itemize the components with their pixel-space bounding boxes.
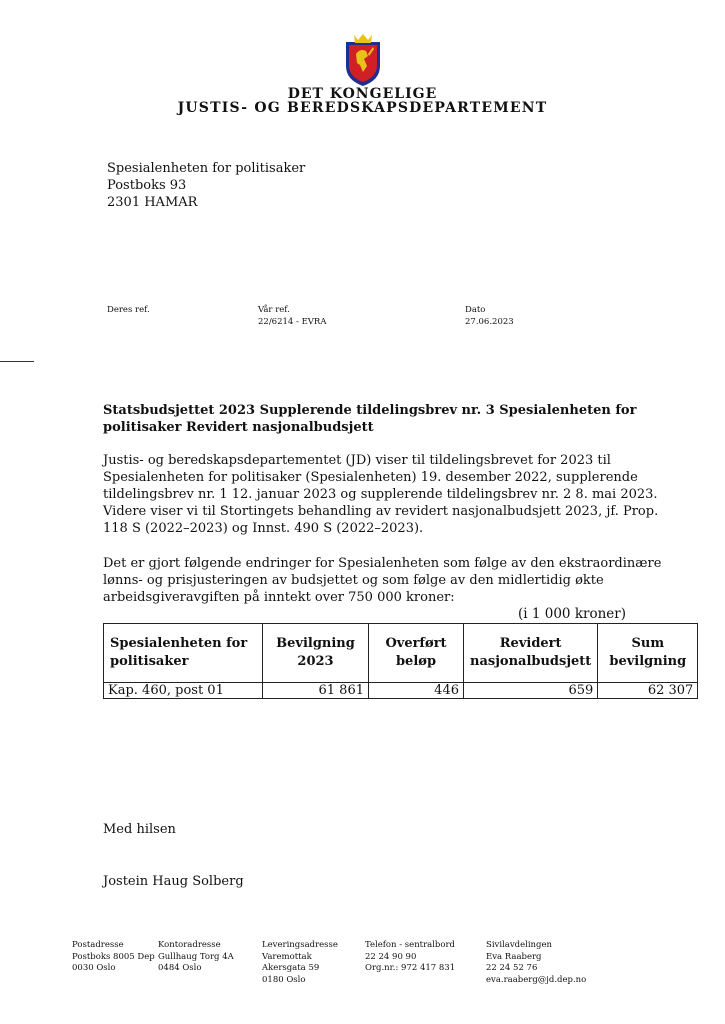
footer-line: Akersgata 59: [262, 963, 320, 973]
recipient-address: [107, 160, 305, 211]
body-paragraph-2: Det er gjort følgende endringer for Spesialenheten som følge av den ekstraordinære lønns- og prisjusteringen av budsjettet og som følge av den midlertidig økte arbeidsgiveravgiften på inntekt over 750 000 kroner:: [103, 556, 662, 605]
recipient-city: 2301 HAMAR: [107, 195, 198, 210]
footer-label: Postadresse: [72, 940, 124, 950]
table-cell: 446: [369, 683, 464, 699]
table-header: Revidert nasjonalbudsjett: [464, 624, 598, 683]
table-header: Bevilgning 2023: [263, 624, 369, 683]
footer-line: 0484 Oslo: [158, 963, 202, 973]
footer-line: 22 24 52 76: [486, 963, 538, 973]
footer-department-contact: [486, 940, 586, 986]
footer-line: Org.nr.: 972 417 831: [365, 963, 456, 973]
table-row: [104, 683, 698, 699]
table-header: Sum bevilgning: [598, 624, 698, 683]
footer-postal-address: [72, 940, 155, 975]
footer-label: Sivilavdelingen: [486, 940, 552, 950]
recipient-postbox: Postboks 93: [107, 178, 187, 193]
table-header: Spesialenheten for politisaker: [104, 624, 263, 683]
footer-office-address: [158, 940, 234, 975]
fold-mark-rule: [0, 361, 34, 362]
footer-line: Postboks 8005 Dep: [72, 951, 155, 962]
table-cell: Kap. 460, post 01: [104, 683, 263, 699]
table-header-row: [104, 624, 698, 683]
table-cell: 62 307: [598, 683, 698, 699]
footer-delivery-address: [262, 940, 338, 986]
footer-email: eva.raaberg@jd.dep.no: [486, 974, 587, 985]
letter-subject: Statsbudsjettet 2023 Supplerende tildelingsbrev nr. 3 Spesialenheten for politisaker Revidert nasjonalbudsjett: [103, 403, 637, 435]
footer-line: 0180 Oslo: [262, 974, 306, 985]
reference-label: Dato: [465, 305, 486, 315]
footer-label: Telefon - sentralbord: [365, 940, 455, 950]
footer-phone: [365, 940, 455, 975]
reference-label: Deres ref.: [107, 305, 150, 315]
footer-line: 22 24 90 90: [365, 951, 417, 962]
footer-label: Leveringsadresse: [262, 940, 338, 950]
unit-note: (i 1 000 kroner): [518, 606, 626, 622]
reference-value: 27.06.2023: [465, 317, 514, 327]
reference-date: [465, 304, 514, 328]
closing-greeting: Med hilsen: [103, 822, 176, 837]
footer-line: 0030 Oslo: [72, 963, 116, 973]
footer-line: Varemottak: [262, 951, 312, 962]
footer-label: Kontoradresse: [158, 940, 221, 950]
reference-theirs: [107, 304, 150, 316]
reference-ours: [258, 304, 326, 328]
footer-line: Gullhaug Torg 4A: [158, 951, 234, 962]
letterhead-line-1: DET KONGELIGE: [287, 86, 438, 102]
table-header: Overført beløp: [369, 624, 464, 683]
reference-value: 22/6214 - EVRA: [258, 317, 327, 327]
table-cell: 659: [464, 683, 598, 699]
table-cell: 61 861: [263, 683, 369, 699]
budget-table: [103, 623, 698, 699]
signatory-name: Jostein Haug Solberg: [103, 874, 244, 889]
coat-of-arms-logo: [340, 32, 386, 88]
letterhead-line-2: JUSTIS- OG BEREDSKAPSDEPARTEMENT: [177, 100, 548, 116]
recipient-name: Spesialenheten for politisaker: [107, 161, 306, 176]
footer-line: Eva Raaberg: [486, 951, 542, 962]
reference-label: Vår ref.: [258, 305, 290, 315]
body-paragraph-1: Justis- og beredskapsdepartementet (JD) viser til tildelingsbrevet for 2023 til Spesialenheten for politisaker (Spesialenheten) 19. desember 2022, supplerende tildelingsbrev nr. 1 12. januar 2023 og supplerende tildelingsbrev nr. 2 8. mai 2023. Videre viser vi til Stortingets behandling av revidert nasjonalbudsjett 2023, jf. Prop. 118 S (2022–2023) og Innst. 490 S (2022–2023).: [103, 453, 659, 536]
